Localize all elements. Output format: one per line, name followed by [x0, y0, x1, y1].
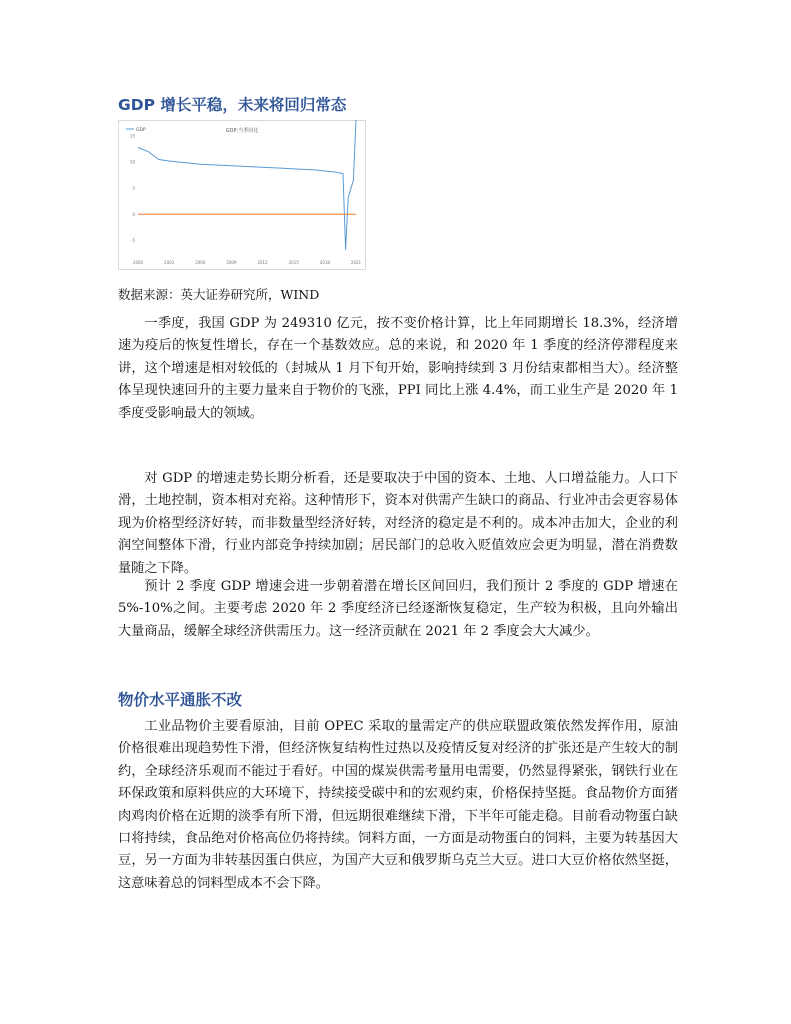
x-tick-label: 2018	[319, 260, 330, 265]
paragraph-2: 对 GDP 的增速走势长期分析看，还是要取决于中国的资本、土地、人口增益能力。人口下滑，土地控制，资本相对充裕。这种情形下，资本对供需产生缺口的商品、行业冲击会更容易体现为价格型经济好转，而非数量型经济好转，对经济的稳定是不利的。成本冲击加大，企业的利润空间整体下滑，行业内部竞争持续加剧；居民部门的总收入贬值效应会更为明显，潜在消费数量随之下降。	[118, 471, 678, 576]
paragraph-3: 预计 2 季度 GDP 增速会进一步朝着潜在增长区间回归，我们预计 2 季度的 GDP 增速在 5%-10%之间。主要考虑 2020 年 2 季度经济已经逐渐恢复稳定，生产较为积极，且向外输出大量商品，缓解全球经济供需压力。这一经济贡献在 2021 年 2 季度会大大减少。	[118, 579, 678, 639]
y-tick-label: 10	[129, 159, 135, 165]
x-tick-label: 2003	[164, 260, 175, 265]
y-tick-label: 0	[132, 211, 135, 217]
paragraph-4: 工业品物价主要看原油，目前 OPEC 采取的量需定产的供应联盟政策依然发挥作用，原油价格很难出现趋势性下滑，但经济恢复结构性过热以及疫情反复对经济的扩张还是产生较大的制约，全球经济乐观而不能过于看好。中国的煤炭供需考量用电需要，仍然显得紧张，钢铁行业在环保政策和原料供应的大环境下，持续接受碳中和的宏观约束，价格保持坚挺。食品物价方面猪肉鸡肉价格在近期的淡季有所下滑，但远期很难继续下滑，下半年可能走稳。目前看动物蛋白缺口将持续，食品绝对价格高位仍将持续。饲料方面，一方面是动物蛋白的饲料，主要为转基因大豆，另一方面为非转基因蛋白供应，为国产大豆和俄罗斯乌克兰大豆。进口大豆价格依然坚挺，这意味着总的饲料型成本不会下降。	[118, 719, 678, 891]
section-heading-gdp: GDP 增长平稳，未来将回归常态	[118, 96, 347, 114]
section-heading-prices: 物价水平通胀不改	[118, 691, 243, 709]
x-tick-label: 2006	[195, 260, 206, 265]
legend-label: GDP	[136, 128, 146, 133]
x-tick-label: 2000	[132, 260, 144, 265]
chart-title: GDP:当季同比	[225, 128, 259, 134]
x-tick-label: 2015	[288, 260, 299, 265]
chart-frame	[119, 121, 366, 270]
gdp-chart-svg	[118, 120, 366, 270]
y-tick-label: -5	[131, 237, 135, 243]
paragraph-1: 一季度，我国 GDP 为 249310 亿元，按不变价格计算，比上年同期增长 18.3%，经济增速为疫后的恢复性增长，存在一个基数效应。总的来说，和 2020 年 1 季度的经济停滞程度来讲，这个增速是相对较低的（封城从 1 月下旬开始，影响持续到 3 月份结束都相当大）。经济整体呈现快速回升的主要力量来自于物价的飞涨，PPI 同比上涨 4.4%，而工业生产是 2020 年 1 季度受影响最大的领域。	[118, 316, 678, 421]
x-tick-label: 2012	[257, 260, 268, 265]
y-tick-label: 5	[132, 185, 135, 191]
y-tick-label: 15	[129, 133, 135, 139]
x-tick-label: 2009	[226, 260, 237, 265]
gdp-chart	[118, 120, 366, 270]
figure-source: 数据来源：英大证券研究所，WIND	[118, 287, 320, 302]
x-tick-label: 2021	[350, 260, 362, 265]
